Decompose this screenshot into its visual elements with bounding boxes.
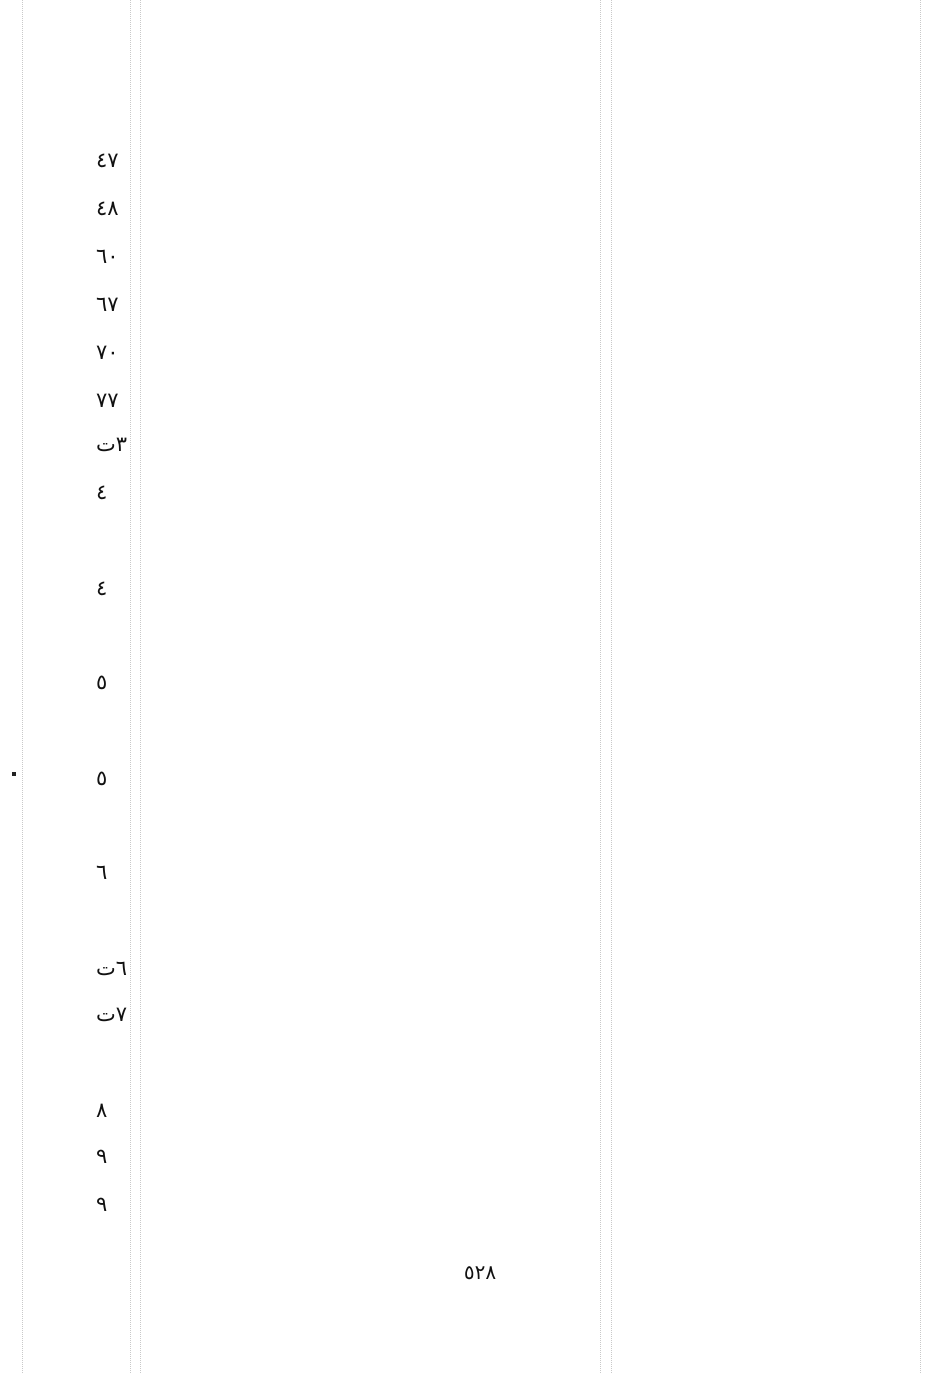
entry-page: ٧٠ xyxy=(96,340,119,364)
entry-page: ٤ xyxy=(96,480,108,504)
entry-page: ٧ت xyxy=(96,1002,128,1026)
entry-page: ٤٨ xyxy=(96,196,119,220)
entry-page: ٤٧ xyxy=(96,148,119,172)
page-number: ٥٢٨ xyxy=(463,1260,497,1284)
entry-page: ٦٠ xyxy=(96,244,119,268)
dotted-guide-line xyxy=(920,0,921,1373)
entry-page: ٩ xyxy=(96,1144,108,1168)
entry-page: ٧٧ xyxy=(96,388,119,412)
entry-page: ٥ xyxy=(96,766,108,790)
entry-page: ٦٧ xyxy=(96,292,119,316)
entry-page: ٤ xyxy=(96,576,108,600)
entry-page: ٦ت xyxy=(96,956,128,980)
entry-page: ٣ت xyxy=(96,432,128,456)
entry-page: ٦ xyxy=(96,860,108,884)
dotted-guide-line xyxy=(22,0,23,1373)
dotted-guide-line xyxy=(611,0,612,1373)
margin-mark xyxy=(12,772,16,776)
entry-page: ٩ xyxy=(96,1192,108,1216)
dotted-guide-line xyxy=(600,0,601,1373)
entry-page: ٨ xyxy=(96,1098,108,1122)
entry-page: ٥ xyxy=(96,670,108,694)
